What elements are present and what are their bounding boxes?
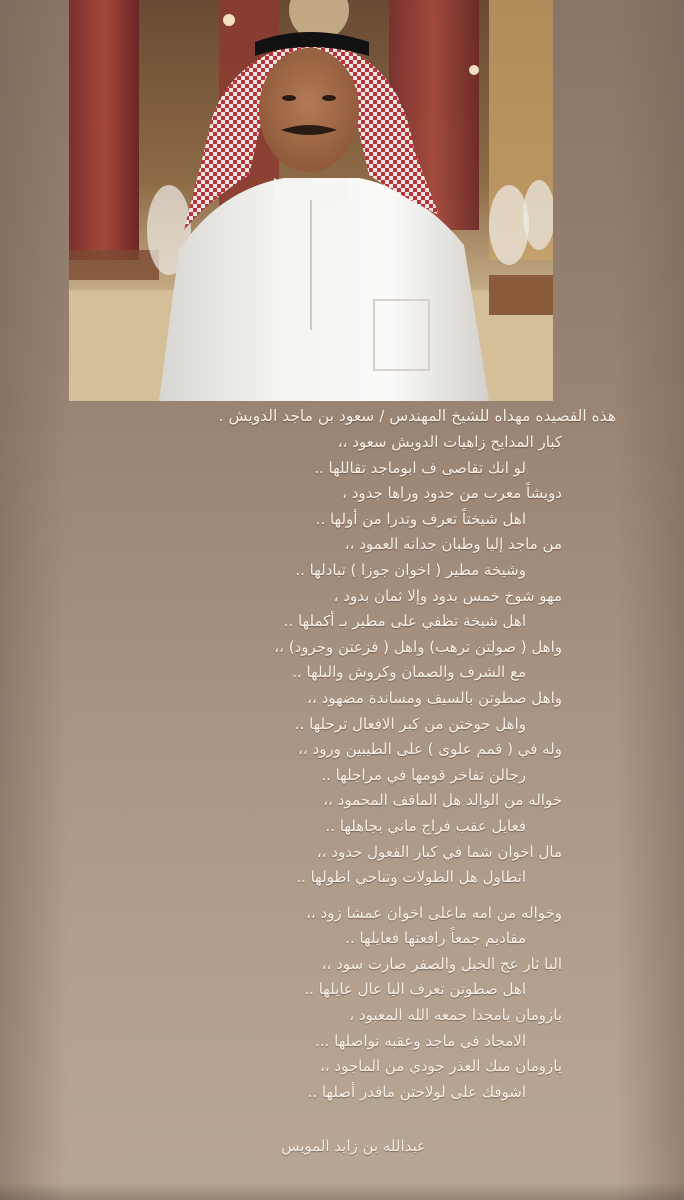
verse-line: واهل ( صولتن ترهب) واهل ( فزعتن وجرود) ،، (274, 637, 562, 656)
stanza-1 (70, 430, 616, 891)
stanza-gap (70, 891, 616, 901)
verse-line: رجالن تفاخر قومها في مراجلها .. (321, 765, 526, 784)
verse-line: مهو شوخ خمس بدود وإلا ثمان بدود ، (333, 586, 562, 605)
verse-line: اتطاول هل الطولات وتناحي اطولها .. (296, 868, 526, 887)
verse-line: واهل جوختن من كبر الافعال ترحلها .. (294, 714, 526, 733)
verse-line: من ماجد إليا وطبان جدانه العمود ،، (344, 535, 562, 554)
verse-line: فعايل عقب فراج ماني بجاهلها .. (325, 816, 526, 835)
verse-line: وشيخة مطير ( اخوان جوزا ) تبادلها .. (295, 560, 526, 579)
verse-line: مع الشرف والصمان وكروش والبلها .. (292, 663, 526, 682)
verse-line: مقاديم جمعاً رافعتها فعايلها .. (345, 929, 526, 948)
verse-line: لو انك تقاصى ف ابوماجد تقاللها .. (314, 458, 526, 477)
stanza-2 (70, 901, 616, 1106)
verse-line: يازومان منك العذر جودي من الماجود ،، (319, 1057, 562, 1076)
verse-line: كبار المدايح زاهيات الدويش سعود ،، (337, 433, 562, 451)
verse-line: اشوفك على لولاحتن ماقدر أصلها .. (307, 1082, 526, 1101)
verse-line: اهل شيخة تظفي على مطير بـ أكملها .. (283, 612, 526, 631)
bottom-shade (0, 1182, 684, 1200)
portrait-photo (69, 0, 553, 401)
verse-line: وله في ( قمم علوى ) على الطيبين ورود ،، (298, 740, 562, 759)
left-shade (0, 0, 68, 1200)
dedication-line: هذه القصيده مهداه للشيخ المهندس / سعود بن ماجد الدويش . (218, 407, 616, 425)
verse-line: اهل شيختاً تعرف وتدرا من أولها .. (315, 509, 526, 528)
verse-line: الامجاد في ماجد وعقبه تواصلها ... (315, 1031, 526, 1050)
verse-line: اليا ثار عج الخيل والصفر صارت سود ،، (321, 954, 562, 973)
verse-line: اهل صطوتن تعرف اليا عال عايلها .. (304, 980, 526, 999)
verse-line: خواله من الوالد هل الماقف المحمود ،، (323, 791, 562, 810)
verse-line: وخواله من امه ماعلى اخوان عمشا زود ،، (306, 903, 562, 922)
verse-line: يازومان يامجدا جمعه الله المعبود ، (349, 1006, 562, 1025)
right-shade (616, 0, 684, 1200)
poet-signature: عبدالله بن زايد المويس (281, 1137, 426, 1156)
verse-line: مال اخوان شما في كبار الفعول حدود ،، (316, 842, 562, 861)
poem (70, 404, 616, 1170)
verse-line: واهل صطوتن بالسيف ومساندة مضهود ،، (307, 688, 562, 707)
verse-line: دويشاً معرب من جدود وراها جدود ، (342, 484, 562, 503)
